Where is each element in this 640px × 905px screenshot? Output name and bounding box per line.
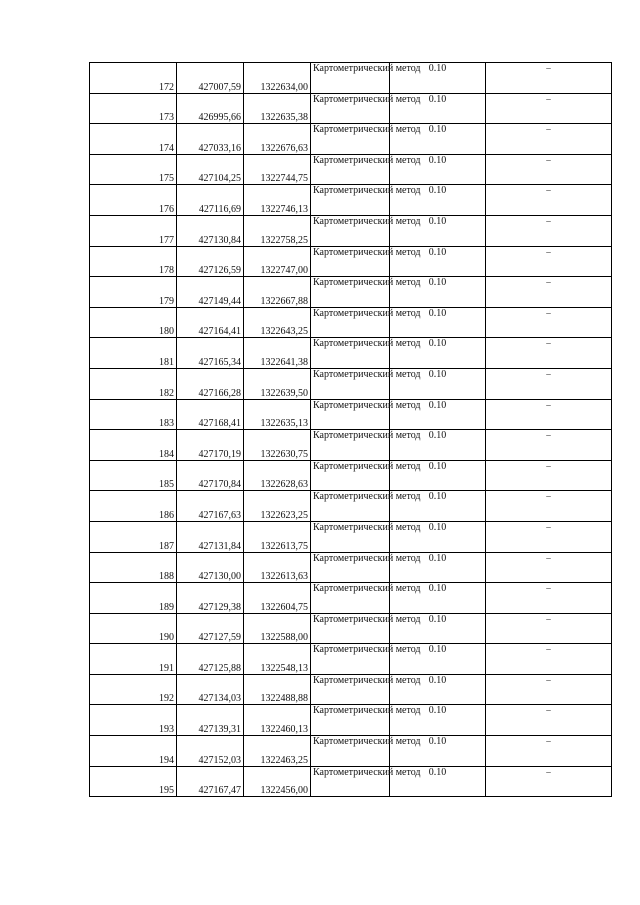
note-cell: – <box>486 491 612 522</box>
method-cell: Картометрический метод <box>311 246 390 277</box>
table-row <box>90 705 612 736</box>
x-coordinate-cell: 427170,84 <box>177 460 244 491</box>
y-coordinate-cell: 1322460,13 <box>244 705 311 736</box>
x-coordinate-cell: 427168,41 <box>177 399 244 430</box>
note-cell: – <box>486 215 612 246</box>
table-row <box>90 307 612 338</box>
accuracy-cell: 0.10 <box>390 124 486 155</box>
accuracy-cell: 0.10 <box>390 674 486 705</box>
point-number-cell: 185 <box>90 460 177 491</box>
method-cell: Картометрический метод <box>311 307 390 338</box>
note-cell: – <box>486 246 612 277</box>
x-coordinate-cell: 426995,66 <box>177 93 244 124</box>
point-number-cell: 178 <box>90 246 177 277</box>
x-coordinate-cell: 427167,63 <box>177 491 244 522</box>
method-cell: Картометрический метод <box>311 766 390 797</box>
note-cell: – <box>486 644 612 675</box>
table-row <box>90 215 612 246</box>
table-row <box>90 124 612 155</box>
accuracy-cell: 0.10 <box>390 338 486 369</box>
point-number-cell: 193 <box>90 705 177 736</box>
y-coordinate-cell: 1322634,00 <box>244 63 311 94</box>
method-cell: Картометрический метод <box>311 460 390 491</box>
x-coordinate-cell: 427127,59 <box>177 613 244 644</box>
method-cell: Картометрический метод <box>311 613 390 644</box>
note-cell: – <box>486 124 612 155</box>
note-cell: – <box>486 521 612 552</box>
note-cell: – <box>486 93 612 124</box>
method-cell: Картометрический метод <box>311 521 390 552</box>
method-cell: Картометрический метод <box>311 552 390 583</box>
y-coordinate-cell: 1322588,00 <box>244 613 311 644</box>
accuracy-cell: 0.10 <box>390 185 486 216</box>
method-cell: Картометрический метод <box>311 277 390 308</box>
y-coordinate-cell: 1322676,63 <box>244 124 311 155</box>
x-coordinate-cell: 427149,44 <box>177 277 244 308</box>
accuracy-cell: 0.10 <box>390 368 486 399</box>
method-cell: Картометрический метод <box>311 674 390 705</box>
accuracy-cell: 0.10 <box>390 93 486 124</box>
table-row <box>90 430 612 461</box>
x-coordinate-cell: 427170,19 <box>177 430 244 461</box>
accuracy-cell: 0.10 <box>390 307 486 338</box>
accuracy-cell: 0.10 <box>390 430 486 461</box>
x-coordinate-cell: 427131,84 <box>177 521 244 552</box>
point-number-cell: 176 <box>90 185 177 216</box>
y-coordinate-cell: 1322758,25 <box>244 215 311 246</box>
y-coordinate-cell: 1322628,63 <box>244 460 311 491</box>
method-cell: Картометрический метод <box>311 491 390 522</box>
table-row <box>90 521 612 552</box>
accuracy-cell: 0.10 <box>390 736 486 767</box>
table-row <box>90 491 612 522</box>
method-cell: Картометрический метод <box>311 368 390 399</box>
note-cell: – <box>486 583 612 614</box>
x-coordinate-cell: 427130,84 <box>177 215 244 246</box>
table-row <box>90 613 612 644</box>
point-number-cell: 184 <box>90 430 177 461</box>
method-cell: Картометрический метод <box>311 705 390 736</box>
accuracy-cell: 0.10 <box>390 552 486 583</box>
point-number-cell: 188 <box>90 552 177 583</box>
point-number-cell: 174 <box>90 124 177 155</box>
note-cell: – <box>486 613 612 644</box>
accuracy-cell: 0.10 <box>390 644 486 675</box>
table-row <box>90 736 612 767</box>
point-number-cell: 189 <box>90 583 177 614</box>
method-cell: Картометрический метод <box>311 185 390 216</box>
note-cell: – <box>486 338 612 369</box>
note-cell: – <box>486 277 612 308</box>
x-coordinate-cell: 427126,59 <box>177 246 244 277</box>
point-number-cell: 192 <box>90 674 177 705</box>
y-coordinate-cell: 1322488,88 <box>244 674 311 705</box>
point-number-cell: 181 <box>90 338 177 369</box>
note-cell: – <box>486 552 612 583</box>
note-cell: – <box>486 63 612 94</box>
accuracy-cell: 0.10 <box>390 583 486 614</box>
table-row <box>90 277 612 308</box>
point-number-cell: 180 <box>90 307 177 338</box>
coordinates-table <box>89 62 612 797</box>
table-row <box>90 644 612 675</box>
method-cell: Картометрический метод <box>311 736 390 767</box>
accuracy-cell: 0.10 <box>390 154 486 185</box>
table-row <box>90 185 612 216</box>
table-row <box>90 246 612 277</box>
x-coordinate-cell: 427104,25 <box>177 154 244 185</box>
note-cell: – <box>486 154 612 185</box>
table-body <box>90 63 612 797</box>
point-number-cell: 183 <box>90 399 177 430</box>
x-coordinate-cell: 427007,59 <box>177 63 244 94</box>
point-number-cell: 179 <box>90 277 177 308</box>
accuracy-cell: 0.10 <box>390 613 486 644</box>
method-cell: Картометрический метод <box>311 430 390 461</box>
accuracy-cell: 0.10 <box>390 521 486 552</box>
y-coordinate-cell: 1322623,25 <box>244 491 311 522</box>
point-number-cell: 187 <box>90 521 177 552</box>
x-coordinate-cell: 427165,34 <box>177 338 244 369</box>
note-cell: – <box>486 460 612 491</box>
method-cell: Картометрический метод <box>311 338 390 369</box>
note-cell: – <box>486 736 612 767</box>
y-coordinate-cell: 1322639,50 <box>244 368 311 399</box>
y-coordinate-cell: 1322630,75 <box>244 430 311 461</box>
accuracy-cell: 0.10 <box>390 766 486 797</box>
accuracy-cell: 0.10 <box>390 277 486 308</box>
note-cell: – <box>486 307 612 338</box>
y-coordinate-cell: 1322643,25 <box>244 307 311 338</box>
x-coordinate-cell: 427134,03 <box>177 674 244 705</box>
x-coordinate-cell: 427167,47 <box>177 766 244 797</box>
x-coordinate-cell: 427166,28 <box>177 368 244 399</box>
y-coordinate-cell: 1322604,75 <box>244 583 311 614</box>
y-coordinate-cell: 1322746,13 <box>244 185 311 216</box>
point-number-cell: 175 <box>90 154 177 185</box>
x-coordinate-cell: 427164,41 <box>177 307 244 338</box>
note-cell: – <box>486 766 612 797</box>
note-cell: – <box>486 705 612 736</box>
y-coordinate-cell: 1322613,63 <box>244 552 311 583</box>
x-coordinate-cell: 427139,31 <box>177 705 244 736</box>
accuracy-cell: 0.10 <box>390 246 486 277</box>
table-row <box>90 552 612 583</box>
y-coordinate-cell: 1322747,00 <box>244 246 311 277</box>
y-coordinate-cell: 1322635,38 <box>244 93 311 124</box>
table-row <box>90 583 612 614</box>
method-cell: Картометрический метод <box>311 124 390 155</box>
x-coordinate-cell: 427152,03 <box>177 736 244 767</box>
table-row <box>90 674 612 705</box>
table-row <box>90 338 612 369</box>
method-cell: Картометрический метод <box>311 644 390 675</box>
x-coordinate-cell: 427033,16 <box>177 124 244 155</box>
point-number-cell: 191 <box>90 644 177 675</box>
y-coordinate-cell: 1322667,88 <box>244 277 311 308</box>
accuracy-cell: 0.10 <box>390 705 486 736</box>
note-cell: – <box>486 185 612 216</box>
method-cell: Картометрический метод <box>311 399 390 430</box>
note-cell: – <box>486 368 612 399</box>
y-coordinate-cell: 1322641,38 <box>244 338 311 369</box>
table-row <box>90 766 612 797</box>
y-coordinate-cell: 1322635,13 <box>244 399 311 430</box>
point-number-cell: 182 <box>90 368 177 399</box>
accuracy-cell: 0.10 <box>390 399 486 430</box>
point-number-cell: 172 <box>90 63 177 94</box>
method-cell: Картометрический метод <box>311 93 390 124</box>
y-coordinate-cell: 1322456,00 <box>244 766 311 797</box>
y-coordinate-cell: 1322744,75 <box>244 154 311 185</box>
x-coordinate-cell: 427130,00 <box>177 552 244 583</box>
point-number-cell: 186 <box>90 491 177 522</box>
method-cell: Картометрический метод <box>311 583 390 614</box>
x-coordinate-cell: 427116,69 <box>177 185 244 216</box>
y-coordinate-cell: 1322613,75 <box>244 521 311 552</box>
method-cell: Картометрический метод <box>311 154 390 185</box>
point-number-cell: 173 <box>90 93 177 124</box>
y-coordinate-cell: 1322548,13 <box>244 644 311 675</box>
y-coordinate-cell: 1322463,25 <box>244 736 311 767</box>
point-number-cell: 190 <box>90 613 177 644</box>
x-coordinate-cell: 427125,88 <box>177 644 244 675</box>
point-number-cell: 194 <box>90 736 177 767</box>
table-row <box>90 154 612 185</box>
note-cell: – <box>486 430 612 461</box>
note-cell: – <box>486 399 612 430</box>
point-number-cell: 195 <box>90 766 177 797</box>
point-number-cell: 177 <box>90 215 177 246</box>
accuracy-cell: 0.10 <box>390 215 486 246</box>
accuracy-cell: 0.10 <box>390 63 486 94</box>
table-row <box>90 399 612 430</box>
accuracy-cell: 0.10 <box>390 491 486 522</box>
note-cell: – <box>486 674 612 705</box>
x-coordinate-cell: 427129,38 <box>177 583 244 614</box>
table-row <box>90 63 612 94</box>
table-row <box>90 368 612 399</box>
table-row <box>90 460 612 491</box>
table-row <box>90 93 612 124</box>
accuracy-cell: 0.10 <box>390 460 486 491</box>
method-cell: Картометрический метод <box>311 63 390 94</box>
method-cell: Картометрический метод <box>311 215 390 246</box>
